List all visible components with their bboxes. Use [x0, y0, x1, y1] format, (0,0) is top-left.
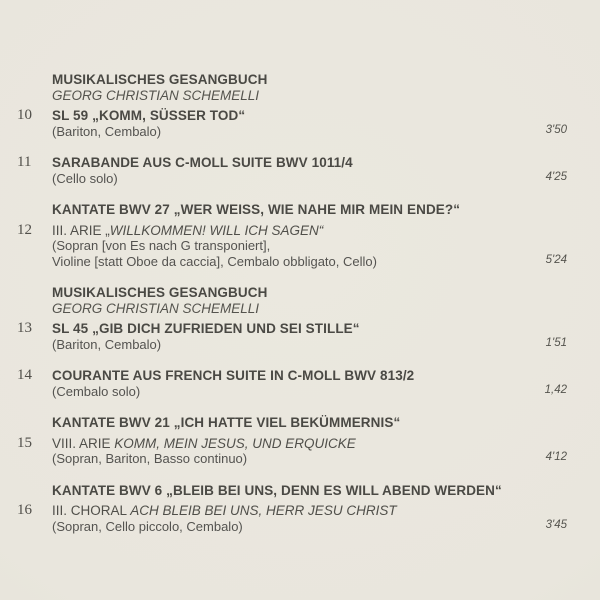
- performers-line: [52, 337, 567, 353]
- track-row: [17, 320, 567, 337]
- performers-text: Violine [statt Oboe da caccia], Cembalo obbligato, Cello): [52, 253, 377, 269]
- track-row: [17, 434, 567, 452]
- performers-line: [52, 451, 567, 467]
- track-block: [17, 202, 567, 269]
- performers-text: (Sopran [von Es nach G transponiert],: [52, 238, 271, 253]
- track-title: COURANTE AUS FRENCH SUITE IN C-MOLL BWV 813/2: [52, 368, 415, 383]
- track-block: [17, 415, 567, 467]
- performers-line: [52, 124, 567, 140]
- track-title-prefix: III. ARIE „: [52, 222, 110, 238]
- work-composer: GEORG CHRISTIAN SCHEMELLI: [52, 87, 260, 103]
- work-title: KANTATE BWV 27 „WER WEISS, WIE NAHE MIR MEIN ENDE?“: [52, 202, 461, 217]
- performers-line: [52, 171, 567, 187]
- track-duration: 4'25: [545, 170, 567, 183]
- performers-text: (Bariton, Cembalo): [52, 123, 162, 139]
- track-title: WILLKOMMEN! WILL ICH SAGEN“: [109, 222, 324, 238]
- track-block: [17, 367, 567, 399]
- track-row: [17, 221, 567, 239]
- performers-text: (Sopran, Cello piccolo, Cembalo): [52, 518, 243, 534]
- track-title-prefix: III. CHORAL: [52, 503, 131, 518]
- track-duration: 5'24: [545, 253, 567, 266]
- track-duration: 3'45: [545, 518, 567, 531]
- track-number: 10: [17, 107, 32, 123]
- track-block: [17, 482, 567, 535]
- track-title: SL 59 „KOMM, SÜSSER TOD“: [52, 108, 246, 123]
- performers-text: (Sopran, Bariton, Basso continuo): [52, 451, 248, 466]
- performers-text: (Cello solo): [52, 170, 118, 186]
- track-number: 12: [17, 221, 32, 238]
- track-duration: 1'51: [545, 336, 567, 349]
- performers-line: [52, 254, 567, 270]
- performers-line: [52, 238, 567, 254]
- track-title: ACH BLEIB BEI UNS, HERR JESU CHRIST: [130, 503, 397, 518]
- performers-text: (Cembalo solo): [52, 383, 141, 399]
- work-title: KANTATE BWV 6 „BLEIB BEI UNS, DENN ES WILL ABEND WERDEN“: [52, 482, 502, 498]
- track-number: 13: [17, 320, 32, 336]
- work-title: MUSIKALISCHES GESANGBUCH: [52, 72, 268, 87]
- track-number: 16: [17, 502, 32, 518]
- work-composer: GEORG CHRISTIAN SCHEMELLI: [52, 300, 260, 316]
- performers-line: [52, 384, 567, 400]
- track-duration: 1,42: [544, 383, 567, 396]
- track-block: [17, 285, 567, 352]
- track-title: SARABANDE AUS C-MOLL SUITE BWV 1011/4: [52, 155, 353, 170]
- track-row: [17, 502, 567, 519]
- track-title-prefix: VIII. ARIE: [52, 435, 115, 451]
- track-title: SL 45 „GIB DICH ZUFRIEDEN UND SEI STILLE“: [52, 321, 360, 336]
- track-number: 15: [17, 434, 32, 451]
- track-duration: 3'50: [545, 123, 567, 136]
- performers-text: (Bariton, Cembalo): [52, 336, 162, 352]
- performers-line: [52, 519, 567, 535]
- track-row: [17, 107, 567, 124]
- track-title: KOMM, MEIN JESUS, UND ERQUICKE: [114, 435, 356, 451]
- work-title: MUSIKALISCHES GESANGBUCH: [52, 285, 268, 300]
- track-row: [17, 154, 567, 171]
- track-duration: 4'12: [545, 451, 567, 463]
- track-block: [17, 154, 567, 186]
- track-row: [17, 367, 567, 384]
- track-number: 14: [17, 367, 32, 383]
- work-title: KANTATE BWV 21 „ICH HATTE VIEL BEKÜMMERNIS“: [52, 415, 401, 430]
- track-block: [17, 72, 567, 139]
- track-number: 11: [17, 154, 32, 170]
